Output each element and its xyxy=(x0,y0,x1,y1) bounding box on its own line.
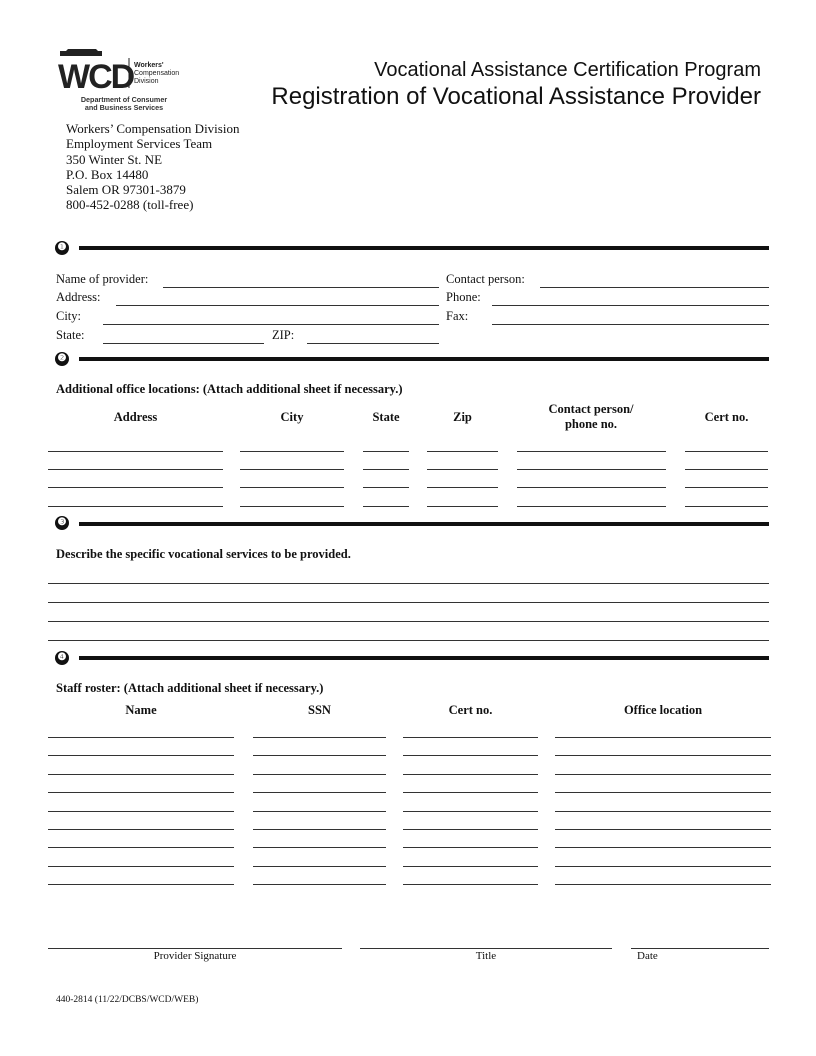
office-location-cell[interactable] xyxy=(240,487,344,488)
col-staff-name: Name xyxy=(125,703,157,717)
services-line[interactable] xyxy=(48,602,769,603)
logo-letters: WCD xyxy=(58,58,134,96)
office-location-cell[interactable] xyxy=(685,506,768,507)
staff-roster-cell[interactable] xyxy=(253,847,386,848)
provider-name-label: Name of provider: xyxy=(56,272,149,286)
office-location-cell[interactable] xyxy=(517,487,666,488)
staff-roster-cell[interactable] xyxy=(253,792,386,793)
staff-roster-cell[interactable] xyxy=(555,774,771,775)
col-cert-no: Cert no. xyxy=(704,410,749,424)
office-location-cell[interactable] xyxy=(517,469,666,470)
staff-roster-cell[interactable] xyxy=(403,847,538,848)
staff-roster-cell[interactable] xyxy=(403,811,538,812)
provider-signature-caption: Provider Signature xyxy=(153,950,237,962)
date-caption: Date xyxy=(637,950,658,962)
office-location-cell[interactable] xyxy=(363,451,409,452)
logo-department: Department of Consumer and Business Services xyxy=(80,95,168,112)
staff-roster-cell[interactable] xyxy=(253,774,386,775)
services-line[interactable] xyxy=(48,583,769,584)
staff-roster-cell[interactable] xyxy=(253,829,386,830)
staff-roster-cell[interactable] xyxy=(48,755,234,756)
section-3-number: ❸ xyxy=(55,516,69,530)
staff-roster-cell[interactable] xyxy=(555,737,771,738)
staff-roster-heading: Staff roster: (Attach additional sheet if necessary.) xyxy=(56,681,324,695)
staff-roster-cell[interactable] xyxy=(48,774,234,775)
svg-text:Workers': Workers' xyxy=(134,62,164,69)
office-location-cell[interactable] xyxy=(427,469,498,470)
provider-signature-field[interactable] xyxy=(48,948,342,949)
office-location-cell[interactable] xyxy=(685,451,768,452)
staff-roster-cell[interactable] xyxy=(48,847,234,848)
section-3-rule xyxy=(79,522,769,526)
staff-roster-cell[interactable] xyxy=(48,811,234,812)
staff-roster-cell[interactable] xyxy=(253,755,386,756)
col-zip: Zip xyxy=(453,410,472,424)
services-line[interactable] xyxy=(48,640,769,641)
staff-roster-cell[interactable] xyxy=(403,755,538,756)
section-1-number: ❶ xyxy=(55,241,69,255)
col-state: State xyxy=(372,410,400,424)
services-line[interactable] xyxy=(48,621,769,622)
title-caption: Title xyxy=(475,950,497,962)
fax-field[interactable] xyxy=(492,324,769,325)
svg-text:Compensation: Compensation xyxy=(134,70,180,77)
staff-roster-cell[interactable] xyxy=(48,884,234,885)
oregon-state-shape xyxy=(60,49,102,56)
form-number: 440-2814 (11/22/DCBS/WCD/WEB) xyxy=(56,995,199,1005)
office-location-cell[interactable] xyxy=(48,469,223,470)
office-location-cell[interactable] xyxy=(240,469,344,470)
svg-text:Division: Division xyxy=(134,78,159,85)
address-label: Address: xyxy=(56,290,101,304)
zip-field[interactable] xyxy=(307,343,439,344)
staff-roster-cell[interactable] xyxy=(403,774,538,775)
office-location-cell[interactable] xyxy=(427,451,498,452)
address-field[interactable] xyxy=(116,305,439,306)
office-location-cell[interactable] xyxy=(427,506,498,507)
section-4-rule xyxy=(79,656,769,660)
staff-roster-cell[interactable] xyxy=(253,884,386,885)
section-1-rule xyxy=(79,246,769,250)
staff-roster-cell[interactable] xyxy=(555,829,771,830)
staff-roster-cell[interactable] xyxy=(555,847,771,848)
form-title: Registration of Vocational Assistance Provider xyxy=(271,83,761,110)
staff-roster-cell[interactable] xyxy=(48,866,234,867)
office-location-cell[interactable] xyxy=(685,487,768,488)
section-2-number: ❷ xyxy=(55,352,69,366)
program-title: Vocational Assistance Certification Program xyxy=(374,59,761,81)
staff-roster-cell[interactable] xyxy=(555,792,771,793)
staff-roster-cell[interactable] xyxy=(403,792,538,793)
staff-roster-cell[interactable] xyxy=(48,829,234,830)
staff-roster-cell[interactable] xyxy=(555,866,771,867)
city-label: City: xyxy=(56,309,82,323)
staff-roster-cell[interactable] xyxy=(48,792,234,793)
col-contact: Contact person/ phone no. xyxy=(548,402,634,431)
agency-address: Workers’ Compensation Division Employment Services Team 350 Winter St. NE P.O. Box 14480 Salem OR 97301-3879 800-452-0288 (toll-free) xyxy=(66,121,240,213)
provider-name-field[interactable] xyxy=(163,287,439,288)
title-field[interactable] xyxy=(360,948,612,949)
office-location-cell[interactable] xyxy=(517,451,666,452)
office-location-cell[interactable] xyxy=(363,506,409,507)
office-location-cell[interactable] xyxy=(240,451,344,452)
col-address: Address xyxy=(113,410,158,424)
staff-roster-cell[interactable] xyxy=(403,829,538,830)
services-heading: Describe the specific vocational services to be provided. xyxy=(56,547,351,561)
staff-roster-cell[interactable] xyxy=(403,866,538,867)
section-2-rule xyxy=(79,357,769,361)
contact-person-label: Contact person: xyxy=(446,272,525,286)
staff-roster-cell[interactable] xyxy=(403,884,538,885)
phone-label: Phone: xyxy=(446,290,481,304)
office-location-cell[interactable] xyxy=(48,506,223,507)
staff-roster-cell[interactable] xyxy=(555,755,771,756)
office-locations-heading: Additional office locations: (Attach additional sheet if necessary.) xyxy=(56,382,403,396)
fax-label: Fax: xyxy=(446,309,469,323)
state-label: State: xyxy=(56,328,85,342)
col-staff-cert: Cert no. xyxy=(448,703,493,717)
staff-roster-cell[interactable] xyxy=(403,737,538,738)
office-location-cell[interactable] xyxy=(240,506,344,507)
staff-roster-cell[interactable] xyxy=(555,884,771,885)
staff-roster-cell[interactable] xyxy=(555,811,771,812)
office-location-cell[interactable] xyxy=(48,451,223,452)
staff-roster-cell[interactable] xyxy=(48,737,234,738)
office-location-cell[interactable] xyxy=(427,487,498,488)
section-4-number: ❹ xyxy=(55,651,69,665)
col-city: City xyxy=(280,410,304,424)
state-field[interactable] xyxy=(103,343,264,344)
date-field[interactable] xyxy=(631,948,769,949)
office-location-cell[interactable] xyxy=(48,487,223,488)
staff-roster-cell[interactable] xyxy=(253,737,386,738)
city-field[interactable] xyxy=(103,324,439,325)
zip-label: ZIP: xyxy=(272,328,295,342)
office-location-cell[interactable] xyxy=(363,487,409,488)
contact-person-field[interactable] xyxy=(540,287,769,288)
office-location-cell[interactable] xyxy=(517,506,666,507)
office-location-cell[interactable] xyxy=(685,469,768,470)
col-staff-office: Office location xyxy=(623,703,703,717)
staff-roster-cell[interactable] xyxy=(253,866,386,867)
staff-roster-cell[interactable] xyxy=(253,811,386,812)
col-staff-ssn: SSN xyxy=(308,703,331,717)
phone-field[interactable] xyxy=(492,305,769,306)
office-location-cell[interactable] xyxy=(363,469,409,470)
